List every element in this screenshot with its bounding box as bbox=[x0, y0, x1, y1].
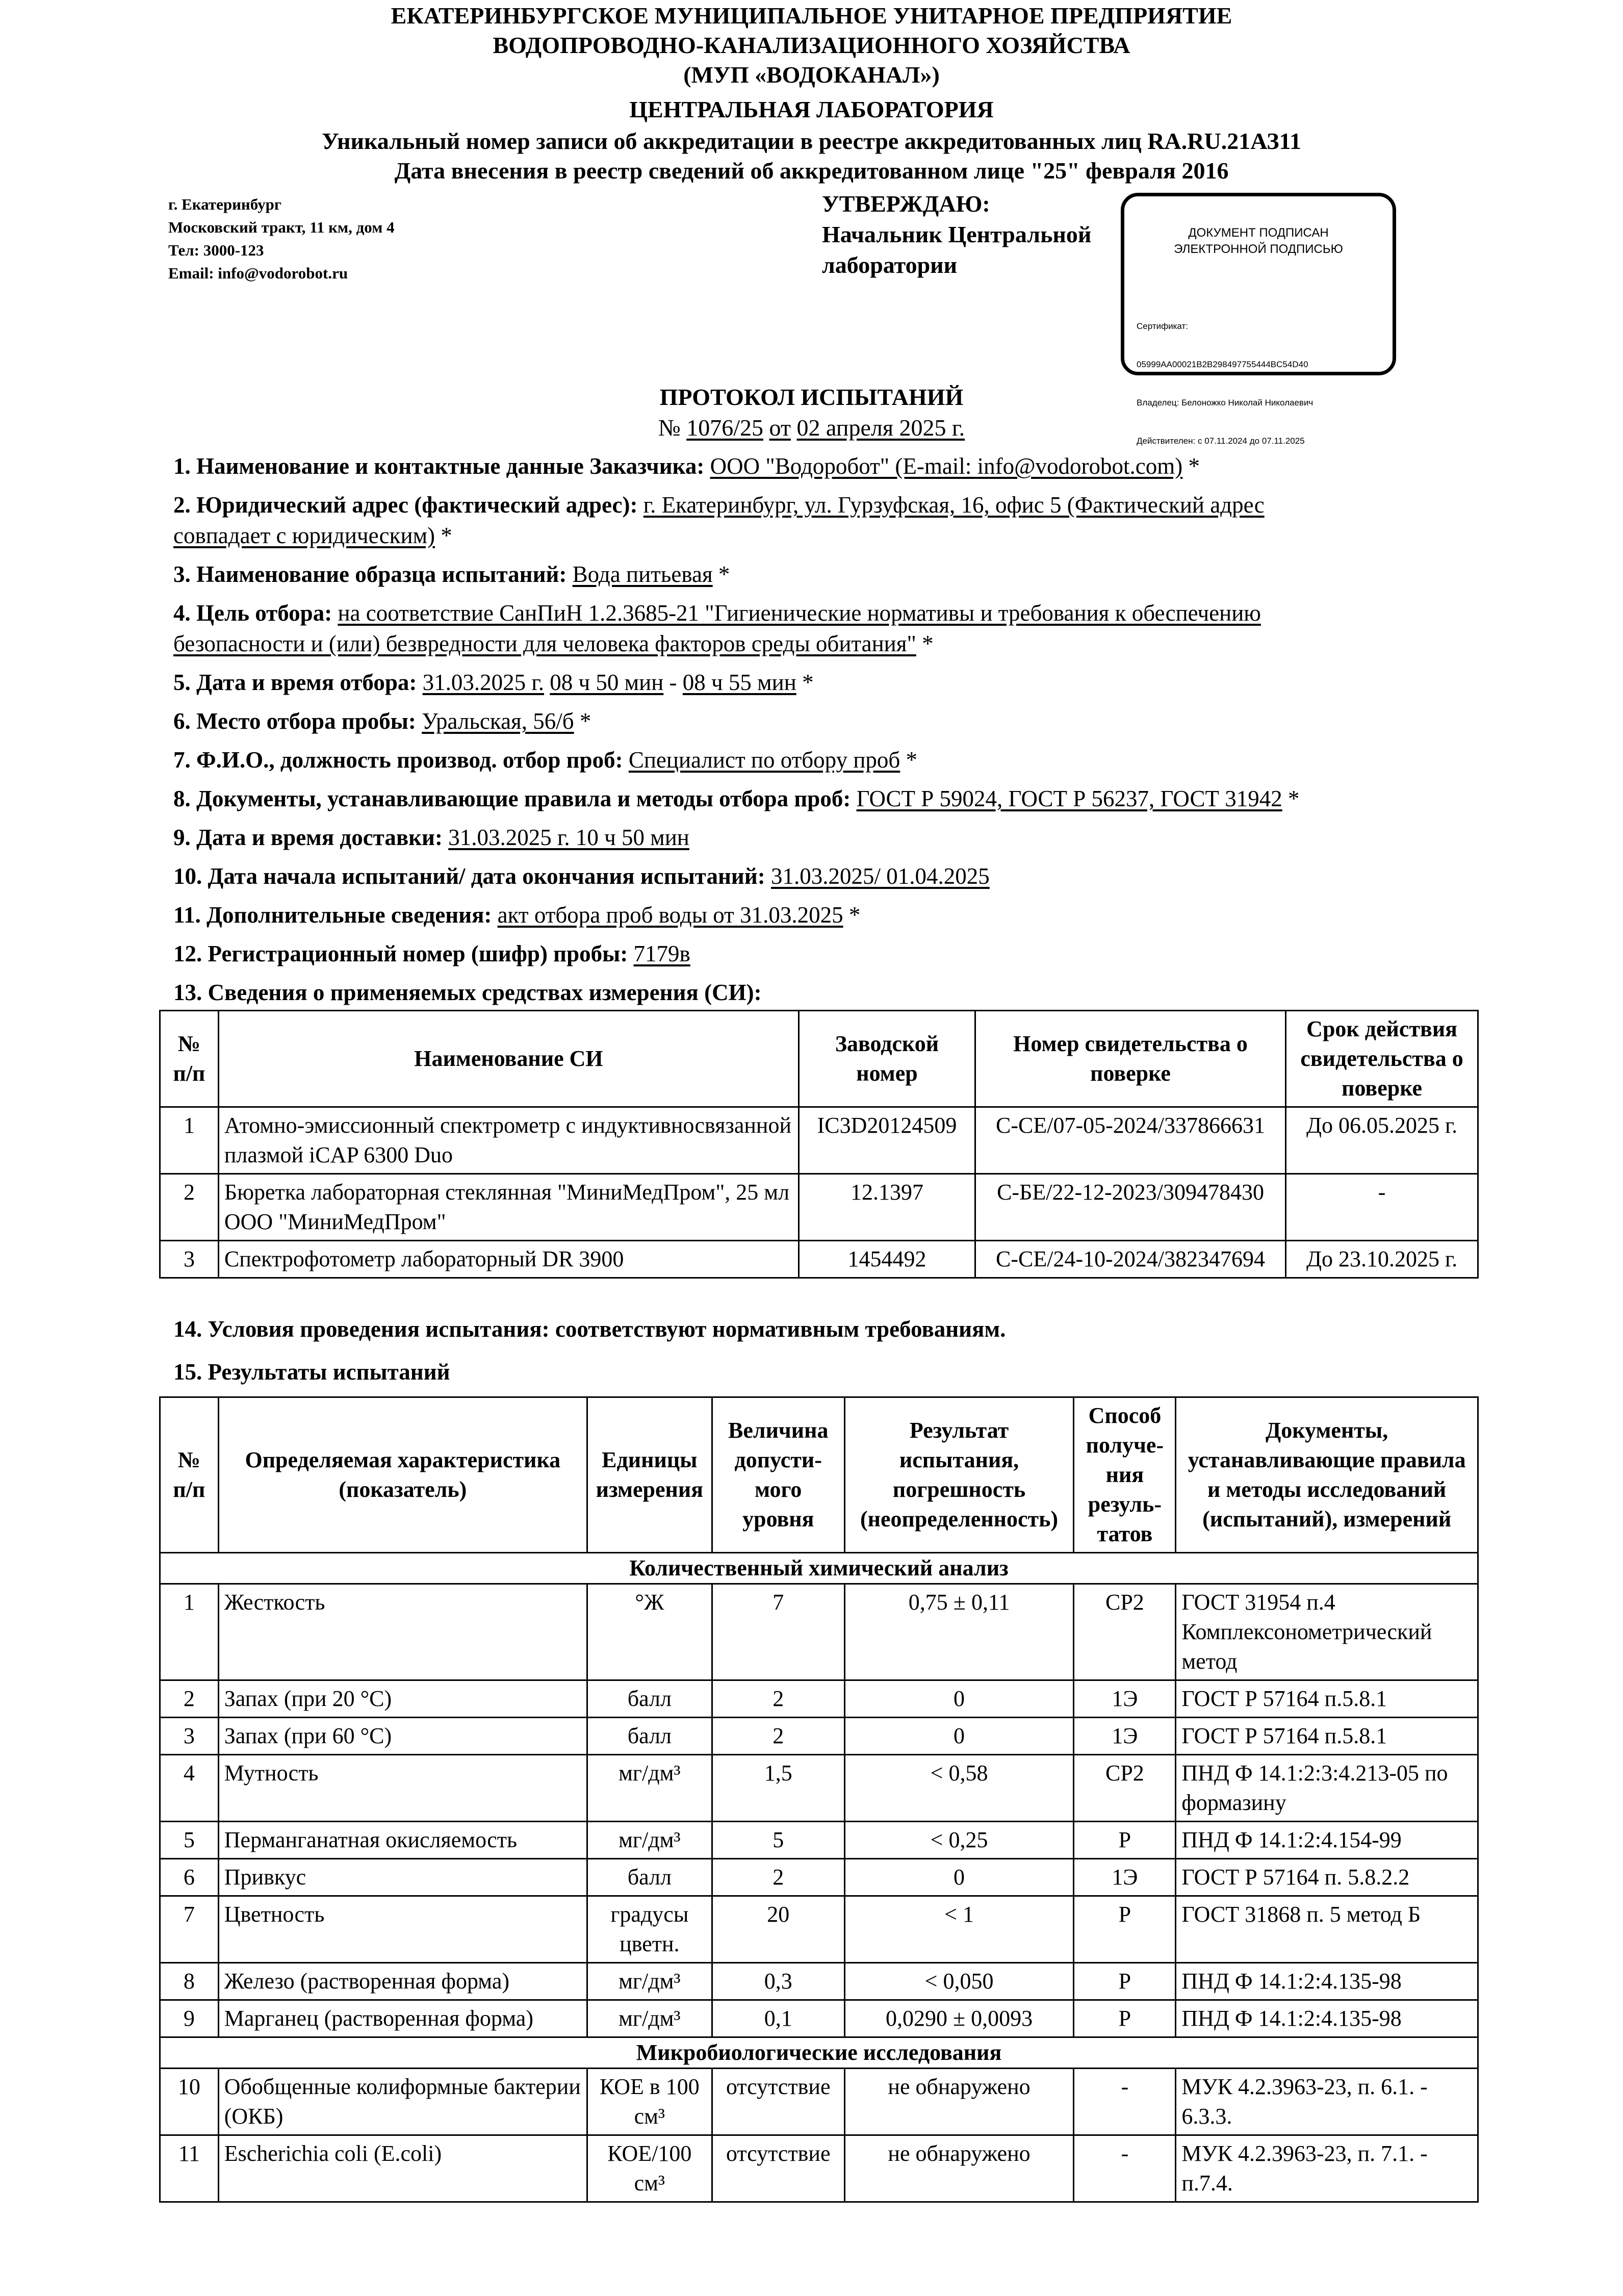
accreditation-number: Уникальный номер записи об аккредитации в реестре аккредитованных лиц RA.RU.21АЗ11 bbox=[321, 128, 1302, 154]
results-cell: Р bbox=[1074, 1896, 1176, 1963]
protocol-number: 1076/25 bbox=[686, 415, 764, 441]
results-cell: КОЕ/100 см³ bbox=[587, 2135, 712, 2202]
results-cell: Р bbox=[1074, 1963, 1176, 2000]
results-cell: 2 bbox=[160, 1680, 219, 1718]
instruments-header-cell: Наименование СИ bbox=[218, 1011, 798, 1107]
results-row bbox=[160, 1584, 1478, 1680]
results-header-cell: Единицы измерения bbox=[587, 1397, 712, 1553]
results-cell: мг/дм³ bbox=[587, 2000, 712, 2037]
stamp-cert: 05999AA00021B2B298497755444BC54D40 bbox=[1137, 360, 1308, 369]
results-cell: отсутствие bbox=[712, 2135, 844, 2202]
instruments-header-cell: Номер свидетельства о поверке bbox=[975, 1011, 1285, 1107]
protocol-title: ПРОТОКОЛ ИСПЫТАНИЙ bbox=[659, 384, 964, 410]
results-cell: МУК 4.2.3963-23, п. 7.1. - п.7.4. bbox=[1176, 2135, 1478, 2202]
results-section-row bbox=[160, 1553, 1478, 1584]
results-cell: ПНД Ф 14.1:2:4.135-98 bbox=[1176, 1963, 1478, 2000]
protocol-number-line bbox=[0, 414, 1623, 441]
results-cell: 4 bbox=[160, 1755, 219, 1822]
results-header-cell: № п/п bbox=[160, 1397, 219, 1553]
results-cell: 2 bbox=[712, 1680, 844, 1718]
section-chemical: Количественный химический анализ bbox=[160, 1553, 1478, 1584]
instruments-row bbox=[160, 1174, 1478, 1241]
results-cell: градусы цветн. bbox=[587, 1896, 712, 1963]
results-cell: 11 bbox=[160, 2135, 219, 2202]
item-test-dates: 10. Дата начала испытаний/ дата окончания испытаний: 31.03.2025/ 01.04.2025 bbox=[173, 863, 990, 889]
results-cell: ПНД Ф 14.1:2:3:4.213-05 по формазину bbox=[1176, 1755, 1478, 1822]
approval-block bbox=[822, 189, 1091, 280]
stamp-owner: Владелец: Белоножко Николай Николаевич bbox=[1137, 398, 1313, 407]
instruments-table bbox=[159, 1010, 1479, 1279]
results-cell: 8 bbox=[160, 1963, 219, 2000]
approval-role-line2: лаборатории bbox=[822, 252, 958, 278]
results-header-row bbox=[160, 1397, 1478, 1553]
results-cell: 1Э bbox=[1074, 1680, 1176, 1718]
results-cell: СР2 bbox=[1074, 1755, 1176, 1822]
results-cell: 5 bbox=[160, 1822, 219, 1859]
results-row bbox=[160, 2069, 1478, 2135]
results-cell: ПНД Ф 14.1:2:4.135-98 bbox=[1176, 2000, 1478, 2037]
results-cell: ПНД Ф 14.1:2:4.154-99 bbox=[1176, 1822, 1478, 1859]
results-cell: 9 bbox=[160, 2000, 219, 2037]
results-row bbox=[160, 2000, 1478, 2037]
results-cell: Р bbox=[1074, 2000, 1176, 2037]
org-name-line2: ВОДОПРОВОДНО-КАНАЛИЗАЦИОННОГО ХОЗЯЙСТВА bbox=[493, 32, 1130, 58]
results-cell: мг/дм³ bbox=[587, 1755, 712, 1822]
approval-title: УТВЕРЖДАЮ: bbox=[822, 191, 990, 217]
item-delivery: 9. Дата и время доставки: 31.03.2025 г. 10 ч 50 мин bbox=[173, 825, 689, 850]
e-signature-stamp bbox=[1121, 193, 1396, 446]
results-row bbox=[160, 1859, 1478, 1896]
results-cell: °Ж bbox=[587, 1584, 712, 1680]
results-cell: ГОСТ Р 57164 п.5.8.1 bbox=[1176, 1718, 1478, 1755]
results-cell: мг/дм³ bbox=[587, 1822, 712, 1859]
address-street: Московский тракт, 11 км, дом 4 bbox=[168, 218, 395, 236]
results-cell: балл bbox=[587, 1680, 712, 1718]
results-cell: балл bbox=[587, 1718, 712, 1755]
results-cell: < 1 bbox=[844, 1896, 1074, 1963]
results-cell: 7 bbox=[160, 1896, 219, 1963]
item-results-title: 15. Результаты испытаний bbox=[173, 1359, 450, 1385]
item-purpose: 4. Цель отбора: на соответствие СанПиН 1.2.3685-21 "Гигиенические нормативы и требования к обеспечению безопасности и (или) безвредности для человека факторов среды обитания" * bbox=[173, 600, 1261, 656]
item-sampling-place: 6. Место отбора пробы: Уральская, 56/б * bbox=[173, 708, 591, 734]
item-conditions: 14. Условия проведения испытания: соответствуют нормативным требованиям. bbox=[173, 1316, 1006, 1342]
instruments-cell: Атомно-эмиссионный спектрометр с индуктивносвязанной плазмой iCAP 6300 Duo bbox=[218, 1107, 798, 1174]
approval-role-line1: Начальник Центральной bbox=[822, 221, 1092, 247]
results-cell: 6 bbox=[160, 1859, 219, 1896]
results-header-cell: Величина допусти-мого уровня bbox=[712, 1397, 844, 1553]
instruments-row bbox=[160, 1241, 1478, 1278]
item-instruments-title: 13. Сведения о применяемых средствах измерения (СИ): bbox=[173, 980, 762, 1005]
results-cell: Запах (при 20 °С) bbox=[218, 1680, 587, 1718]
results-row bbox=[160, 1755, 1478, 1822]
results-row bbox=[160, 2135, 1478, 2202]
results-cell: Запах (при 60 °С) bbox=[218, 1718, 587, 1755]
instruments-cell: IC3D20124509 bbox=[799, 1107, 975, 1174]
item-reg-number: 12. Регистрационный номер (шифр) пробы: 7179в bbox=[173, 941, 690, 966]
results-cell: ГОСТ Р 57164 п. 5.8.2.2 bbox=[1176, 1859, 1478, 1896]
results-cell: 0 bbox=[844, 1680, 1074, 1718]
results-cell: < 0,050 bbox=[844, 1963, 1074, 2000]
results-cell: 0 bbox=[844, 1859, 1074, 1896]
date-prefix: от bbox=[769, 415, 791, 441]
results-row bbox=[160, 1718, 1478, 1755]
instruments-cell: С-СЕ/24-10-2024/382347694 bbox=[975, 1241, 1285, 1278]
instruments-header-cell: Срок действия свидетельства о поверке bbox=[1286, 1011, 1478, 1107]
results-cell: 1 bbox=[160, 1584, 219, 1680]
results-cell: мг/дм³ bbox=[587, 1963, 712, 2000]
number-prefix: № bbox=[658, 415, 681, 441]
address-phone: Тел: 3000-123 bbox=[168, 241, 264, 259]
results-cell: Марганец (растворенная форма) bbox=[218, 2000, 587, 2037]
results-cell: 1,5 bbox=[712, 1755, 844, 1822]
lab-name: ЦЕНТРАЛЬНАЯ ЛАБОРАТОРИЯ bbox=[629, 96, 994, 122]
item-sampler: 7. Ф.И.О., должность производ. отбор проб: Специалист по отбору проб * bbox=[173, 747, 918, 773]
results-row bbox=[160, 1822, 1478, 1859]
instruments-cell: 2 bbox=[160, 1174, 219, 1241]
instruments-cell: С-СЕ/07-05-2024/337866631 bbox=[975, 1107, 1285, 1174]
item-customer: 1. Наименование и контактные данные Заказчика: ООО "Водоробот" (E-mail: info@vodorobot.com) * bbox=[173, 453, 1200, 479]
results-cell: ГОСТ 31868 п. 5 метод Б bbox=[1176, 1896, 1478, 1963]
results-cell: 1Э bbox=[1074, 1859, 1176, 1896]
results-section-row bbox=[160, 2037, 1478, 2069]
protocol-items bbox=[173, 451, 1469, 1008]
instruments-cell: С-БЕ/22-12-2023/309478430 bbox=[975, 1174, 1285, 1241]
results-cell: 1Э bbox=[1074, 1718, 1176, 1755]
results-row bbox=[160, 1680, 1478, 1718]
item-sample-name: 3. Наименование образца испытаний: Вода питьевая * bbox=[173, 562, 730, 587]
results-cell: < 0,25 bbox=[844, 1822, 1074, 1859]
results-cell: Жесткость bbox=[218, 1584, 587, 1680]
results-cell: СР2 bbox=[1074, 1584, 1176, 1680]
results-cell: 7 bbox=[712, 1584, 844, 1680]
results-cell: - bbox=[1074, 2069, 1176, 2135]
protocol-date: 02 апреля 2025 г. bbox=[796, 415, 965, 441]
instruments-cell: 3 bbox=[160, 1241, 219, 1278]
results-header-cell: Способ получе-ния резуль-татов bbox=[1074, 1397, 1176, 1553]
results-cell: 0 bbox=[844, 1718, 1074, 1755]
results-cell: 20 bbox=[712, 1896, 844, 1963]
org-name-line1: ЕКАТЕРИНБУРГСКОЕ МУНИЦИПАЛЬНОЕ УНИТАРНОЕ ПРЕДПРИЯТИЕ bbox=[391, 3, 1232, 29]
stamp-line2: ЭЛЕКТРОННОЙ ПОДПИСЬЮ bbox=[1174, 242, 1343, 256]
results-cell: Железо (растворенная форма) bbox=[218, 1963, 587, 2000]
results-cell: Обобщенные колиформные бактерии (ОКБ) bbox=[218, 2069, 587, 2135]
results-cell: 0,1 bbox=[712, 2000, 844, 2037]
results-cell: балл bbox=[587, 1859, 712, 1896]
results-cell: не обнаружено bbox=[844, 2069, 1074, 2135]
instruments-header-row bbox=[160, 1011, 1478, 1107]
results-cell: 5 bbox=[712, 1822, 844, 1859]
results-cell: 0,3 bbox=[712, 1963, 844, 2000]
lab-address bbox=[168, 193, 395, 285]
item-sampling-datetime: 5. Дата и время отбора: 31.03.2025 г. 08 ч 50 мин - 08 ч 55 мин * bbox=[173, 670, 814, 695]
item-legal-address: 2. Юридический адрес (фактический адрес): г. Екатеринбург, ул. Гурзуфская, 16, офис 5 (Фактический адрес совпадает с юридическим) * bbox=[173, 492, 1265, 548]
instruments-cell: До 06.05.2025 г. bbox=[1286, 1107, 1478, 1174]
results-cell: Перманганатная окисляемость bbox=[218, 1822, 587, 1859]
instruments-cell: Спектрофотометр лабораторный DR 3900 bbox=[218, 1241, 798, 1278]
instruments-cell: 1454492 bbox=[799, 1241, 975, 1278]
results-table bbox=[159, 1396, 1479, 2203]
results-cell: ГОСТ Р 57164 п.5.8.1 bbox=[1176, 1680, 1478, 1718]
address-city: г. Екатеринбург bbox=[168, 195, 281, 213]
instruments-cell: - bbox=[1286, 1174, 1478, 1241]
results-cell: Р bbox=[1074, 1822, 1176, 1859]
results-cell: МУК 4.2.3963-23, п. 6.1. - 6.3.3. bbox=[1176, 2069, 1478, 2135]
results-cell: - bbox=[1074, 2135, 1176, 2202]
instruments-cell: 1 bbox=[160, 1107, 219, 1174]
results-row bbox=[160, 1896, 1478, 1963]
stamp-line1: ДОКУМЕНТ ПОДПИСАН bbox=[1188, 226, 1329, 240]
org-name-line3: (МУП «ВОДОКАНАЛ») bbox=[683, 62, 940, 88]
results-cell: 0,0290 ± 0,0093 bbox=[844, 2000, 1074, 2037]
instruments-cell: Бюретка лабораторная стеклянная "МиниМедПром", 25 мл ООО "МиниМедПром" bbox=[218, 1174, 798, 1241]
instruments-row bbox=[160, 1107, 1478, 1174]
results-cell: 0,75 ± 0,11 bbox=[844, 1584, 1074, 1680]
instruments-cell: До 23.10.2025 г. bbox=[1286, 1241, 1478, 1278]
results-cell: 3 bbox=[160, 1718, 219, 1755]
results-header-cell: Результат испытания, погрешность (неопределенность) bbox=[844, 1397, 1074, 1553]
stamp-cert-label: Сертификат: bbox=[1137, 321, 1188, 331]
results-header-cell: Документы, устанавливающие правила и методы исследований (испытаний), измерений bbox=[1176, 1397, 1478, 1553]
instruments-cell: 12.1397 bbox=[799, 1174, 975, 1241]
results-header-cell: Определяемая характеристика (показатель) bbox=[218, 1397, 587, 1553]
results-cell: КОЕ в 100 см³ bbox=[587, 2069, 712, 2135]
item-additional: 11. Дополнительные сведения: акт отбора проб воды от 31.03.2025 * bbox=[173, 902, 861, 928]
instruments-header-cell: Заводской номер bbox=[799, 1011, 975, 1107]
results-cell: не обнаружено bbox=[844, 2135, 1074, 2202]
results-cell: отсутствие bbox=[712, 2069, 844, 2135]
instruments-header-cell: № п/п bbox=[160, 1011, 219, 1107]
results-row bbox=[160, 1963, 1478, 2000]
results-cell: 2 bbox=[712, 1859, 844, 1896]
item-sampling-docs: 8. Документы, устанавливающие правила и методы отбора проб: ГОСТ Р 59024, ГОСТ Р 56237, ГОСТ 31942 * bbox=[173, 786, 1300, 811]
results-cell: 10 bbox=[160, 2069, 219, 2135]
accreditation-date: Дата внесения в реестр сведений об аккредитованном лице "25" февраля 2016 bbox=[394, 158, 1229, 184]
results-cell: Мутность bbox=[218, 1755, 587, 1822]
results-cell: Escherichia coli (E.coli) bbox=[218, 2135, 587, 2202]
stamp-valid: Действителен: с 07.11.2024 до 07.11.2025 bbox=[1137, 436, 1305, 446]
results-cell: Привкус bbox=[218, 1859, 587, 1896]
results-cell: ГОСТ 31954 п.4 Комплексонометрический метод bbox=[1176, 1584, 1478, 1680]
section-microbiological: Микробиологические исследования bbox=[160, 2037, 1478, 2069]
address-email: Email: info@vodorobot.ru bbox=[168, 264, 348, 282]
results-cell: Цветность bbox=[218, 1896, 587, 1963]
results-cell: < 0,58 bbox=[844, 1755, 1074, 1822]
results-cell: 2 bbox=[712, 1718, 844, 1755]
